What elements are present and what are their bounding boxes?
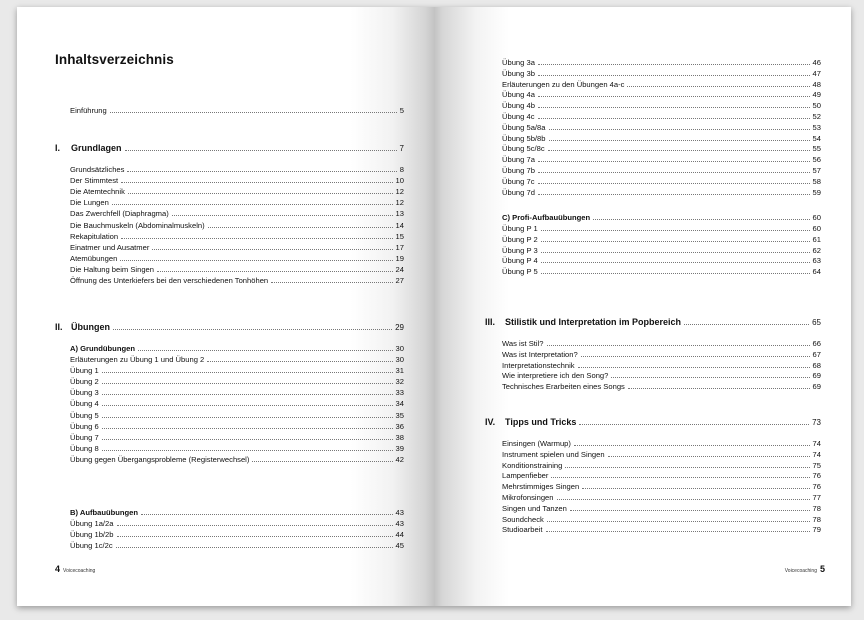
toc-entry-label: Übung 5c/8c [502,144,545,154]
toc-entry-label: Das Zwerchfell (Diaphragma) [70,209,169,219]
toc-entry[interactable] [70,230,404,241]
dot-leader [127,171,396,172]
dot-leader [172,215,393,216]
toc-entry-intro[interactable]: Einführung 5 [70,106,404,115]
toc-entry-label: Die Bauchmuskeln (Abdominalmuskeln) [70,220,205,230]
toc-entry-label: Übung P 5 [502,267,538,277]
toc-entry-page: 45 [395,541,404,550]
toc-group-b[interactable]: B) Aufbauübungen 43 [70,508,404,517]
toc-entry[interactable] [70,431,404,442]
toc-entry-page: 54 [812,133,821,143]
toc-entry-page: 57 [812,166,821,175]
toc-entry[interactable] [502,244,821,255]
toc-entry-label: Übung 1c/2c [70,541,113,550]
toc-entry[interactable] [70,386,404,397]
toc-entry[interactable] [502,359,821,370]
toc-entry-page: 46 [812,58,821,67]
toc-entry[interactable] [70,207,404,218]
toc-entry-label: Grundsätzliches [70,165,125,174]
toc-entry[interactable] [502,513,821,524]
toc-entry[interactable] [70,397,404,408]
toc-entry-page: 48 [812,79,821,89]
toc-entry-page: 60 [812,224,821,233]
toc-entry-page: 50 [812,101,821,111]
toc-entry-page: 27 [395,276,404,285]
toc-entry-page: 14 [395,220,404,230]
dot-leader [102,383,393,384]
toc-entry[interactable] [502,175,821,186]
toc-entry[interactable] [502,502,821,513]
toc-entry-label: Übung 1a/2a [70,519,114,528]
toc-entry[interactable] [502,448,821,459]
toc-entry[interactable] [70,174,404,185]
toc-entry-page: 62 [812,245,821,255]
dot-leader [102,450,393,451]
dot-leader [102,394,393,395]
toc-entry[interactable] [502,142,821,153]
dot-leader [117,525,393,526]
toc-entry[interactable] [502,480,821,491]
toc-entry-page: 12 [395,187,404,197]
toc-entry-label: Übung 1b/2b [70,530,114,539]
toc-entry[interactable] [502,121,821,132]
toc-entry-page: 58 [812,176,821,186]
dot-leader [252,461,392,462]
toc-entry-page: 56 [812,155,821,165]
toc-entry-label: Die Lungen [70,198,109,208]
toc-entry-page: 39 [395,443,404,453]
footer-text: Voicecoaching [63,568,96,574]
toc-entry[interactable] [70,163,404,174]
toc-entry[interactable] [502,132,821,143]
toc-entry-label: Soundcheck [502,514,544,524]
book-spread [17,7,851,606]
toc-entry-label: Konditionstraining [502,460,563,470]
toc-entry-page: 42 [395,454,404,464]
toc-entry-label: Übung 4a [502,90,535,100]
toc-entry[interactable] [70,252,404,263]
dot-leader [538,118,810,119]
page-number: 5 [819,564,825,574]
toc-group-c[interactable]: C) Profi-Aufbauübungen 60 [502,213,821,222]
toc-entry-page: 68 [812,360,821,370]
toc-entry-label: Öffnung des Unterkiefers bei den verschiedenen Tonhöhen [70,276,269,285]
toc-entry[interactable] [502,459,821,470]
toc-entry-label: Mikrofonsingen [502,493,554,502]
toc-entry-label: Rekapitulation [70,231,119,241]
dot-leader [121,238,392,239]
dot-leader [207,361,392,362]
page-number: 4 [55,564,61,574]
dot-leader [628,388,810,389]
toc-entry-label: Atemübungen [70,253,118,263]
toc-entry-label: Übung 3b [502,68,535,78]
footer-text: Voicecoaching [784,568,817,574]
toc-entry-label: Einatmer und Ausatmer [70,242,150,252]
dot-leader [541,262,810,263]
toc-entry[interactable] [502,254,821,265]
toc-section-2[interactable]: II. Übungen 29 [55,322,404,332]
dot-leader [538,172,810,173]
right-footer [785,564,825,574]
toc-entry[interactable] [502,164,821,175]
toc-entry-page: 77 [812,493,821,502]
toc-entry[interactable] [70,353,404,364]
left-footer [55,564,95,574]
toc-entry-label: Übung 6 [70,421,99,431]
dot-leader [117,536,393,537]
toc-entry-label: Erläuterungen zu den Übungen 4a-c [502,79,625,89]
dot-leader [538,194,810,195]
toc-entry[interactable] [70,442,404,453]
toc-entry-page: 8 [399,165,404,174]
toc-entry-page: 32 [395,377,404,387]
toc-entry-page: 17 [395,242,404,252]
toc-entry-page: 75 [812,460,821,470]
toc-entry-page: 53 [812,122,821,132]
dot-leader [121,182,392,183]
toc-entry[interactable] [70,263,404,274]
toc-group-a[interactable]: A) Grundübungen 30 [70,344,404,353]
dot-leader [541,273,810,274]
dot-leader [541,241,810,242]
toc-entry-label: Übung 5b/8b [502,133,546,143]
toc-entry-page: 35 [395,410,404,420]
toc-entry-page: 36 [395,421,404,431]
toc-entry-label: Übung 4 [70,399,99,409]
dot-leader [112,204,393,205]
toc-entry-page: 74 [812,439,821,448]
toc-entry-label: Technisches Erarbeiten eines Songs [502,382,625,392]
toc-entry-page: 74 [812,449,821,459]
dot-leader [574,445,810,446]
toc-entry[interactable] [502,99,821,110]
toc-entry-label: Was ist Stil? [502,339,544,348]
dot-leader [611,377,809,378]
toc-entry[interactable] [502,67,821,78]
toc-entry[interactable] [502,348,821,359]
dot-leader [557,499,810,500]
toc-entry[interactable] [70,364,404,375]
toc-entry-page: 30 [395,355,404,364]
page-title: Inhaltsverzeichnis [55,52,174,67]
toc-entry[interactable] [502,56,821,67]
toc-entry-label: Wie interpretiere ich den Song? [502,371,609,381]
toc-entry-page: 33 [395,388,404,398]
toc-entry-page: 66 [812,339,821,348]
toc-entry[interactable] [502,469,821,480]
toc-section-1[interactable]: I. Grundlagen 7 [55,143,404,153]
dot-leader [538,183,810,184]
toc-entry-page: 64 [812,267,821,277]
dot-leader [538,75,810,76]
toc-entry-label: Übung 5 [70,410,99,420]
toc-entry-page: 34 [395,399,404,409]
toc-entry-label: Übung P 4 [502,256,538,266]
toc-entry-label: Übung 7b [502,166,535,175]
toc-entry[interactable] [502,369,821,380]
dot-leader [549,140,810,141]
toc-entry-label: Übung gegen Übergangsprobleme (Registerwechsel) [70,454,250,464]
toc-entry-label: Übung 7c [502,176,535,186]
toc-entry-page: 67 [812,349,821,359]
toc-entry[interactable] [70,539,404,550]
toc-entry-page: 79 [812,525,821,535]
toc-entry[interactable] [502,437,821,448]
toc-section-4[interactable]: IV. Tipps und Tricks 73 [485,417,821,427]
toc-entry-page: 31 [395,366,404,376]
toc-entry-label: Interpretationstechnik [502,360,575,370]
dot-leader [547,345,810,346]
toc-entry-label: Übung 3a [502,58,535,67]
toc-entry-label: Studioarbeit [502,525,543,535]
toc-entry-label: Übung 7 [70,432,99,442]
dot-leader [549,129,810,130]
toc-entry-page: 52 [812,112,821,121]
toc-entry[interactable] [502,153,821,164]
toc-entry-label: Die Atemtechnik [70,187,125,197]
toc-entry-page: 38 [395,432,404,442]
toc-entry-label: Die Haltung beim Singen [70,264,155,274]
dot-leader [541,252,810,253]
toc-entry-page: 78 [812,503,821,513]
dot-leader [551,477,809,478]
toc-entry[interactable] [70,420,404,431]
dot-leader [102,405,393,406]
toc-entry-page: 15 [395,231,404,241]
toc-entry-label: Einsingen (Warmup) [502,439,571,448]
dot-leader [157,271,393,272]
toc-entry-label: Übung 4b [502,101,535,111]
toc-entry-page: 55 [812,144,821,154]
dot-leader [565,467,809,468]
toc-entry-label: Übung 3 [70,388,99,398]
dot-leader [102,417,393,418]
toc-entry-page: 44 [395,530,404,539]
dot-leader [541,230,810,231]
toc-entry-label: Was ist Interpretation? [502,349,578,359]
toc-entry-label: Übung P 1 [502,224,538,233]
dot-leader [627,86,809,87]
dot-leader [208,227,393,228]
dot-leader [128,193,393,194]
dot-leader [102,372,393,373]
toc-entry-label: Lampenfieber [502,471,549,481]
dot-leader [538,107,810,108]
toc-entry-page: 69 [812,371,821,381]
toc-entry[interactable] [502,110,821,121]
toc-entry[interactable] [70,375,404,386]
dot-leader [546,531,810,532]
dot-leader [608,456,810,457]
dot-leader [570,510,810,511]
right-page [434,7,851,606]
dot-leader [578,367,810,368]
toc-entry-page: 61 [812,234,821,244]
toc-entry-page: 43 [395,519,404,528]
toc-entry[interactable] [502,380,821,391]
toc-entry-page: 12 [395,198,404,208]
dot-leader [120,260,392,261]
toc-entry-label: Übung 1 [70,366,99,376]
dot-leader [116,547,393,548]
dot-leader [538,96,810,97]
toc-entry-label: Übung 4c [502,112,535,121]
dot-leader [538,161,810,162]
toc-entry[interactable] [502,523,821,534]
toc-entry-label: Übung 7d [502,187,535,197]
toc-entry-label: Übung 5a/8a [502,122,546,132]
toc-entry-page: 76 [812,482,821,492]
toc-entry-page: 63 [812,256,821,266]
dot-leader [582,488,809,489]
toc-entry[interactable] [70,409,404,420]
toc-entry[interactable] [502,186,821,197]
toc-entry-page: 10 [395,176,404,186]
toc-entry-label: Übung 7a [502,155,535,165]
toc-entry[interactable] [70,528,404,539]
toc-entry-page: 19 [395,253,404,263]
dot-leader [102,428,393,429]
toc-entry-label: Übung P 2 [502,234,538,244]
toc-entry[interactable] [70,219,404,230]
toc-entry-page: 78 [812,514,821,524]
toc-entry[interactable] [502,88,821,99]
toc-entry[interactable] [502,233,821,244]
dot-leader [152,249,392,250]
toc-entry-page: 13 [395,209,404,219]
toc-entry-page: 69 [812,382,821,392]
dot-leader [547,521,810,522]
toc-entry-label: Übung P 3 [502,245,538,255]
toc-section-3[interactable]: III. Stilistik und Interpretation im Popbereich 65 [485,317,821,327]
toc-entry[interactable] [502,78,821,89]
toc-entry-page: 76 [812,471,821,481]
dot-leader [581,356,810,357]
toc-entry-page: 24 [395,264,404,274]
toc-entry[interactable] [70,185,404,196]
toc-entry-label: Singen und Tanzen [502,503,567,513]
toc-entry[interactable] [70,241,404,252]
toc-entry[interactable] [70,517,404,528]
toc-entry-label: Mehrstimmiges Singen [502,482,580,492]
dot-leader [548,150,810,151]
toc-entry-label: Erläuterungen zu Übung 1 und Übung 2 [70,355,205,364]
toc-entry-label: Übung 2 [70,377,99,387]
toc-entry-label: Der Stimmtest [70,176,119,186]
dot-leader [102,439,393,440]
toc-entry-page: 59 [812,187,821,197]
toc-entry-label: Instrument spielen und Singen [502,449,605,459]
dot-leader [271,282,392,283]
toc-entry[interactable] [502,337,821,348]
toc-entry-page: 49 [812,90,821,100]
toc-entry[interactable] [70,196,404,207]
toc-entry[interactable] [502,491,821,502]
toc-entry-label: Übung 8 [70,443,99,453]
left-page [17,7,434,606]
toc-entry[interactable] [502,222,821,233]
toc-entry-page: 47 [812,68,821,78]
toc-entry[interactable] [70,453,404,464]
toc-entry[interactable] [502,265,821,276]
toc-entry[interactable] [70,274,404,285]
dot-leader [538,64,810,65]
